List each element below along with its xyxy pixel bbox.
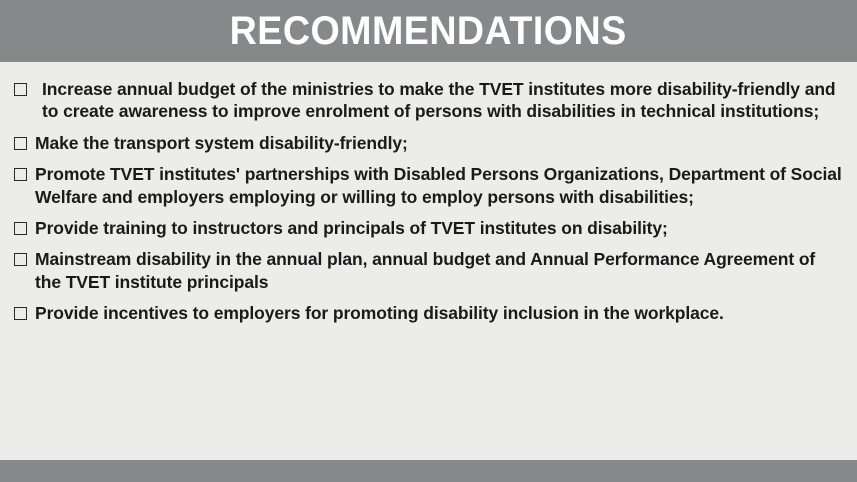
slide-title-bar — [0, 0, 857, 62]
list-item-text: Make the transport system disability-friendly; — [35, 132, 408, 153]
checkbox-bullet-icon — [14, 222, 27, 235]
checkbox-bullet-icon — [14, 307, 27, 320]
checkbox-bullet-icon — [14, 137, 27, 150]
list-item — [14, 78, 843, 123]
list-item — [14, 163, 843, 208]
list-item — [14, 248, 843, 293]
checkbox-bullet-icon — [14, 168, 27, 181]
list-item-text: Mainstream disability in the annual plan, annual budget and Annual Performance Agreement of the TVET institute principals — [35, 249, 816, 292]
slide-footer-bar — [0, 460, 857, 482]
list-item — [14, 217, 843, 239]
recommendations-list — [0, 62, 857, 482]
page-title: RECOMMENDATIONS — [230, 9, 627, 53]
list-item — [14, 302, 843, 324]
checkbox-bullet-icon — [14, 83, 27, 96]
list-item-text: Provide incentives to employers for promoting disability inclusion in the workplace. — [35, 303, 724, 324]
list-item-text: Promote TVET institutes' partnerships with Disabled Persons Organizations, Department of Social Welfare and employers employing or willing to employ persons with disabilities; — [35, 164, 842, 207]
checkbox-bullet-icon — [14, 253, 27, 266]
list-item-text: Increase annual budget of the ministries to make the TVET institutes more disability-friendly and to create awareness to improve enrolment of persons with disabilities in technical institutions; — [42, 79, 836, 122]
list-item — [14, 132, 843, 154]
list-item-text: Provide training to instructors and principals of TVET institutes on disability; — [35, 217, 668, 238]
